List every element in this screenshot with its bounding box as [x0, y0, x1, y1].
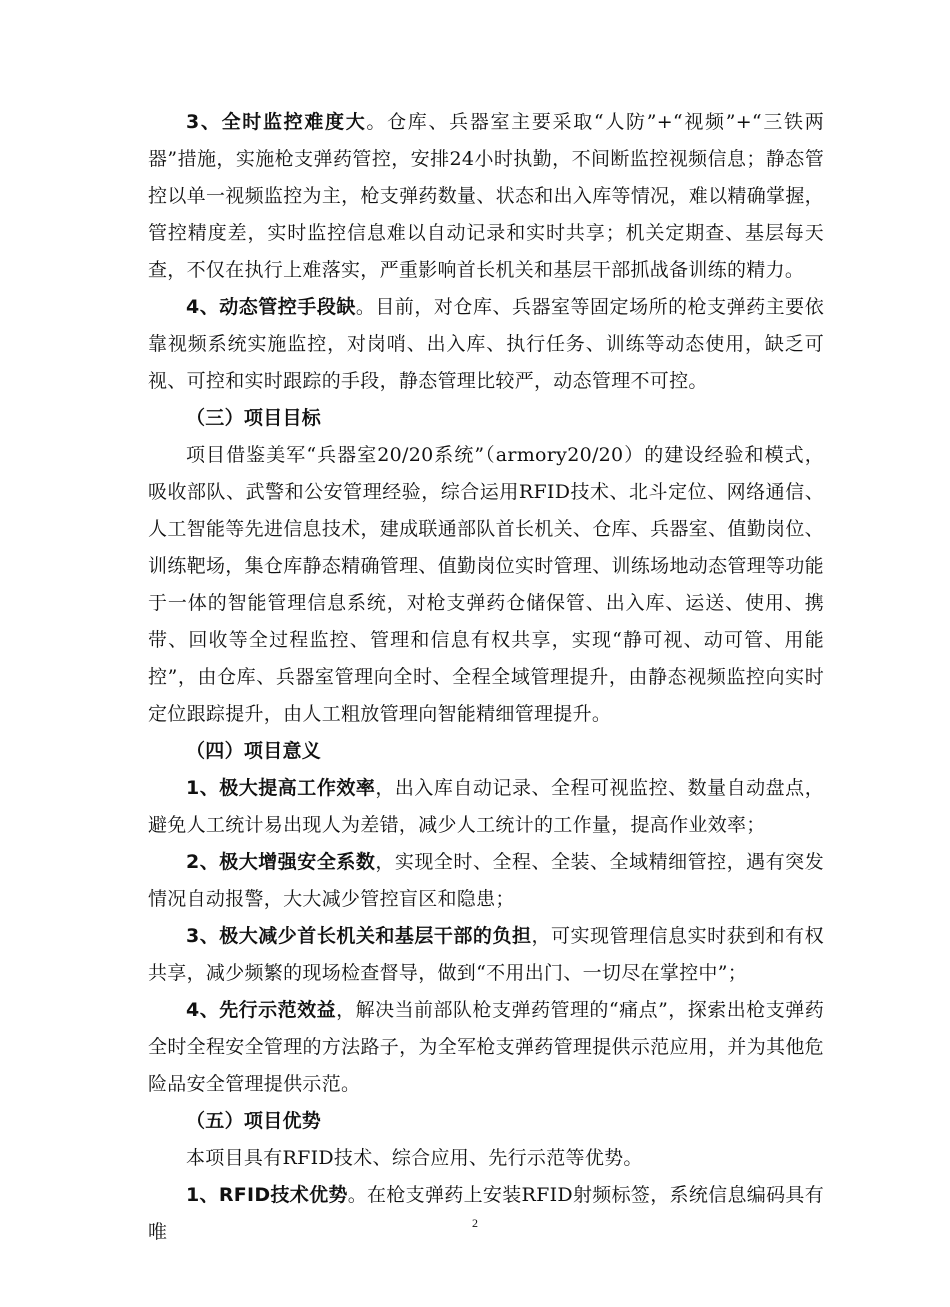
section-heading-goals: （三）项目目标	[186, 407, 322, 429]
paragraph-lead: 3、极大减少首长机关和基层干部的负担	[186, 925, 532, 947]
paragraph-efficiency	[148, 770, 824, 844]
paragraph-text: ，可实现管理信息实时获到和有权共享，减少频繁的现场检查督导，做到“不用出门、一切尽在掌控中”；	[148, 925, 824, 984]
paragraph-lead: 1、极大提高工作效率	[186, 777, 376, 799]
paragraph-text: 。仓库、兵器室主要采取“人防”+“视频”+“三铁两器”措施，实施枪支弹药管控，安排24小时执勤，不间断监控视频信息；静态管控以单一视频监控为主，枪支弹药数量、状态和出入库等情况，难以精确掌握，管控精度差，实时监控信息难以自动记录和实时共享；机关定期查、基层每天查，不仅在执行上难落实，严重影响首长机关和基层干部抓战备训练的精力。	[148, 111, 824, 281]
paragraph-safety	[148, 844, 824, 918]
paragraph-text: 。目前，对仓库、兵器室等固定场所的枪支弹药主要依靠视频系统实施监控，对岗哨、出入库、执行任务、训练等动态使用，缺乏可视、可控和实时跟踪的手段，静态管理比较严，动态管理不可控。	[148, 296, 825, 392]
paragraph-lead: 3、全时监控难度大	[186, 111, 367, 133]
paragraph-rfid-advantage	[148, 1177, 824, 1251]
section-heading-advantages: （五）项目优势	[186, 1110, 322, 1132]
paragraph-monitoring-difficulty	[148, 104, 824, 289]
paragraph-advantages-intro	[148, 1140, 824, 1177]
section-heading-significance: （四）项目意义	[186, 740, 322, 762]
paragraph-dynamic-control	[148, 289, 824, 400]
paragraph-lead: 4、先行示范效益	[186, 999, 337, 1021]
page-number: 2	[472, 1216, 478, 1230]
paragraph-text: ，出入库自动记录、全程可视监控、数量自动盘点，避免人工统计易出现人为差错，减少人工统计的工作量，提高作业效率；	[148, 777, 824, 836]
paragraph-lead: 1、RFID技术优势	[186, 1184, 348, 1206]
paragraph-text: ，解决当前部队枪支弹药管理的“痛点”，探索出枪支弹药全时全程安全管理的方法路子，为全军枪支弹药管理提供示范应用，并为其他危险品安全管理提供示范。	[148, 999, 824, 1095]
paragraph-text: ，实现全时、全程、全装、全域精细管控，遇有突发情况自动报警，大大减少管控盲区和隐患；	[148, 851, 824, 910]
paragraph-text: 。在枪支弹药上安装RFID射频标签，系统信息编码具有唯	[148, 1184, 825, 1243]
paragraph-text: 本项目具有RFID技术、综合应用、先行示范等优势。	[186, 1147, 643, 1169]
paragraph-text: 项目借鉴美军“兵器室20/20系统”（armory20/20）的建设经验和模式，吸收部队、武警和公安管理经验，综合运用RFID技术、北斗定位、网络通信、人工智能等先进信息技术，建成联通部队首长机关、仓库、兵器室、值勤岗位、训练靶场，集仓库静态精确管理、值勤岗位实时管理、训练场地动态管理等功能于一体的智能管理信息系统，对枪支弹药仓储保管、出入库、运送、使用、携带、回收等全过程监控、管理和信息有权共享，实现“静可视、动可管、用能控”，由仓库、兵器室管理向全时、全程全域管理提升，由静态视频监控向实时定位跟踪提升，由人工粗放管理向智能精细管理提升。	[148, 444, 824, 725]
paragraph-burden	[148, 918, 824, 992]
paragraph-lead: 4、动态管控手段缺	[186, 296, 356, 318]
paragraph-lead: 2、极大增强安全系数	[186, 851, 376, 873]
document-body	[148, 104, 824, 1251]
paragraph-goals	[148, 437, 824, 733]
paragraph-demonstration	[148, 992, 824, 1103]
